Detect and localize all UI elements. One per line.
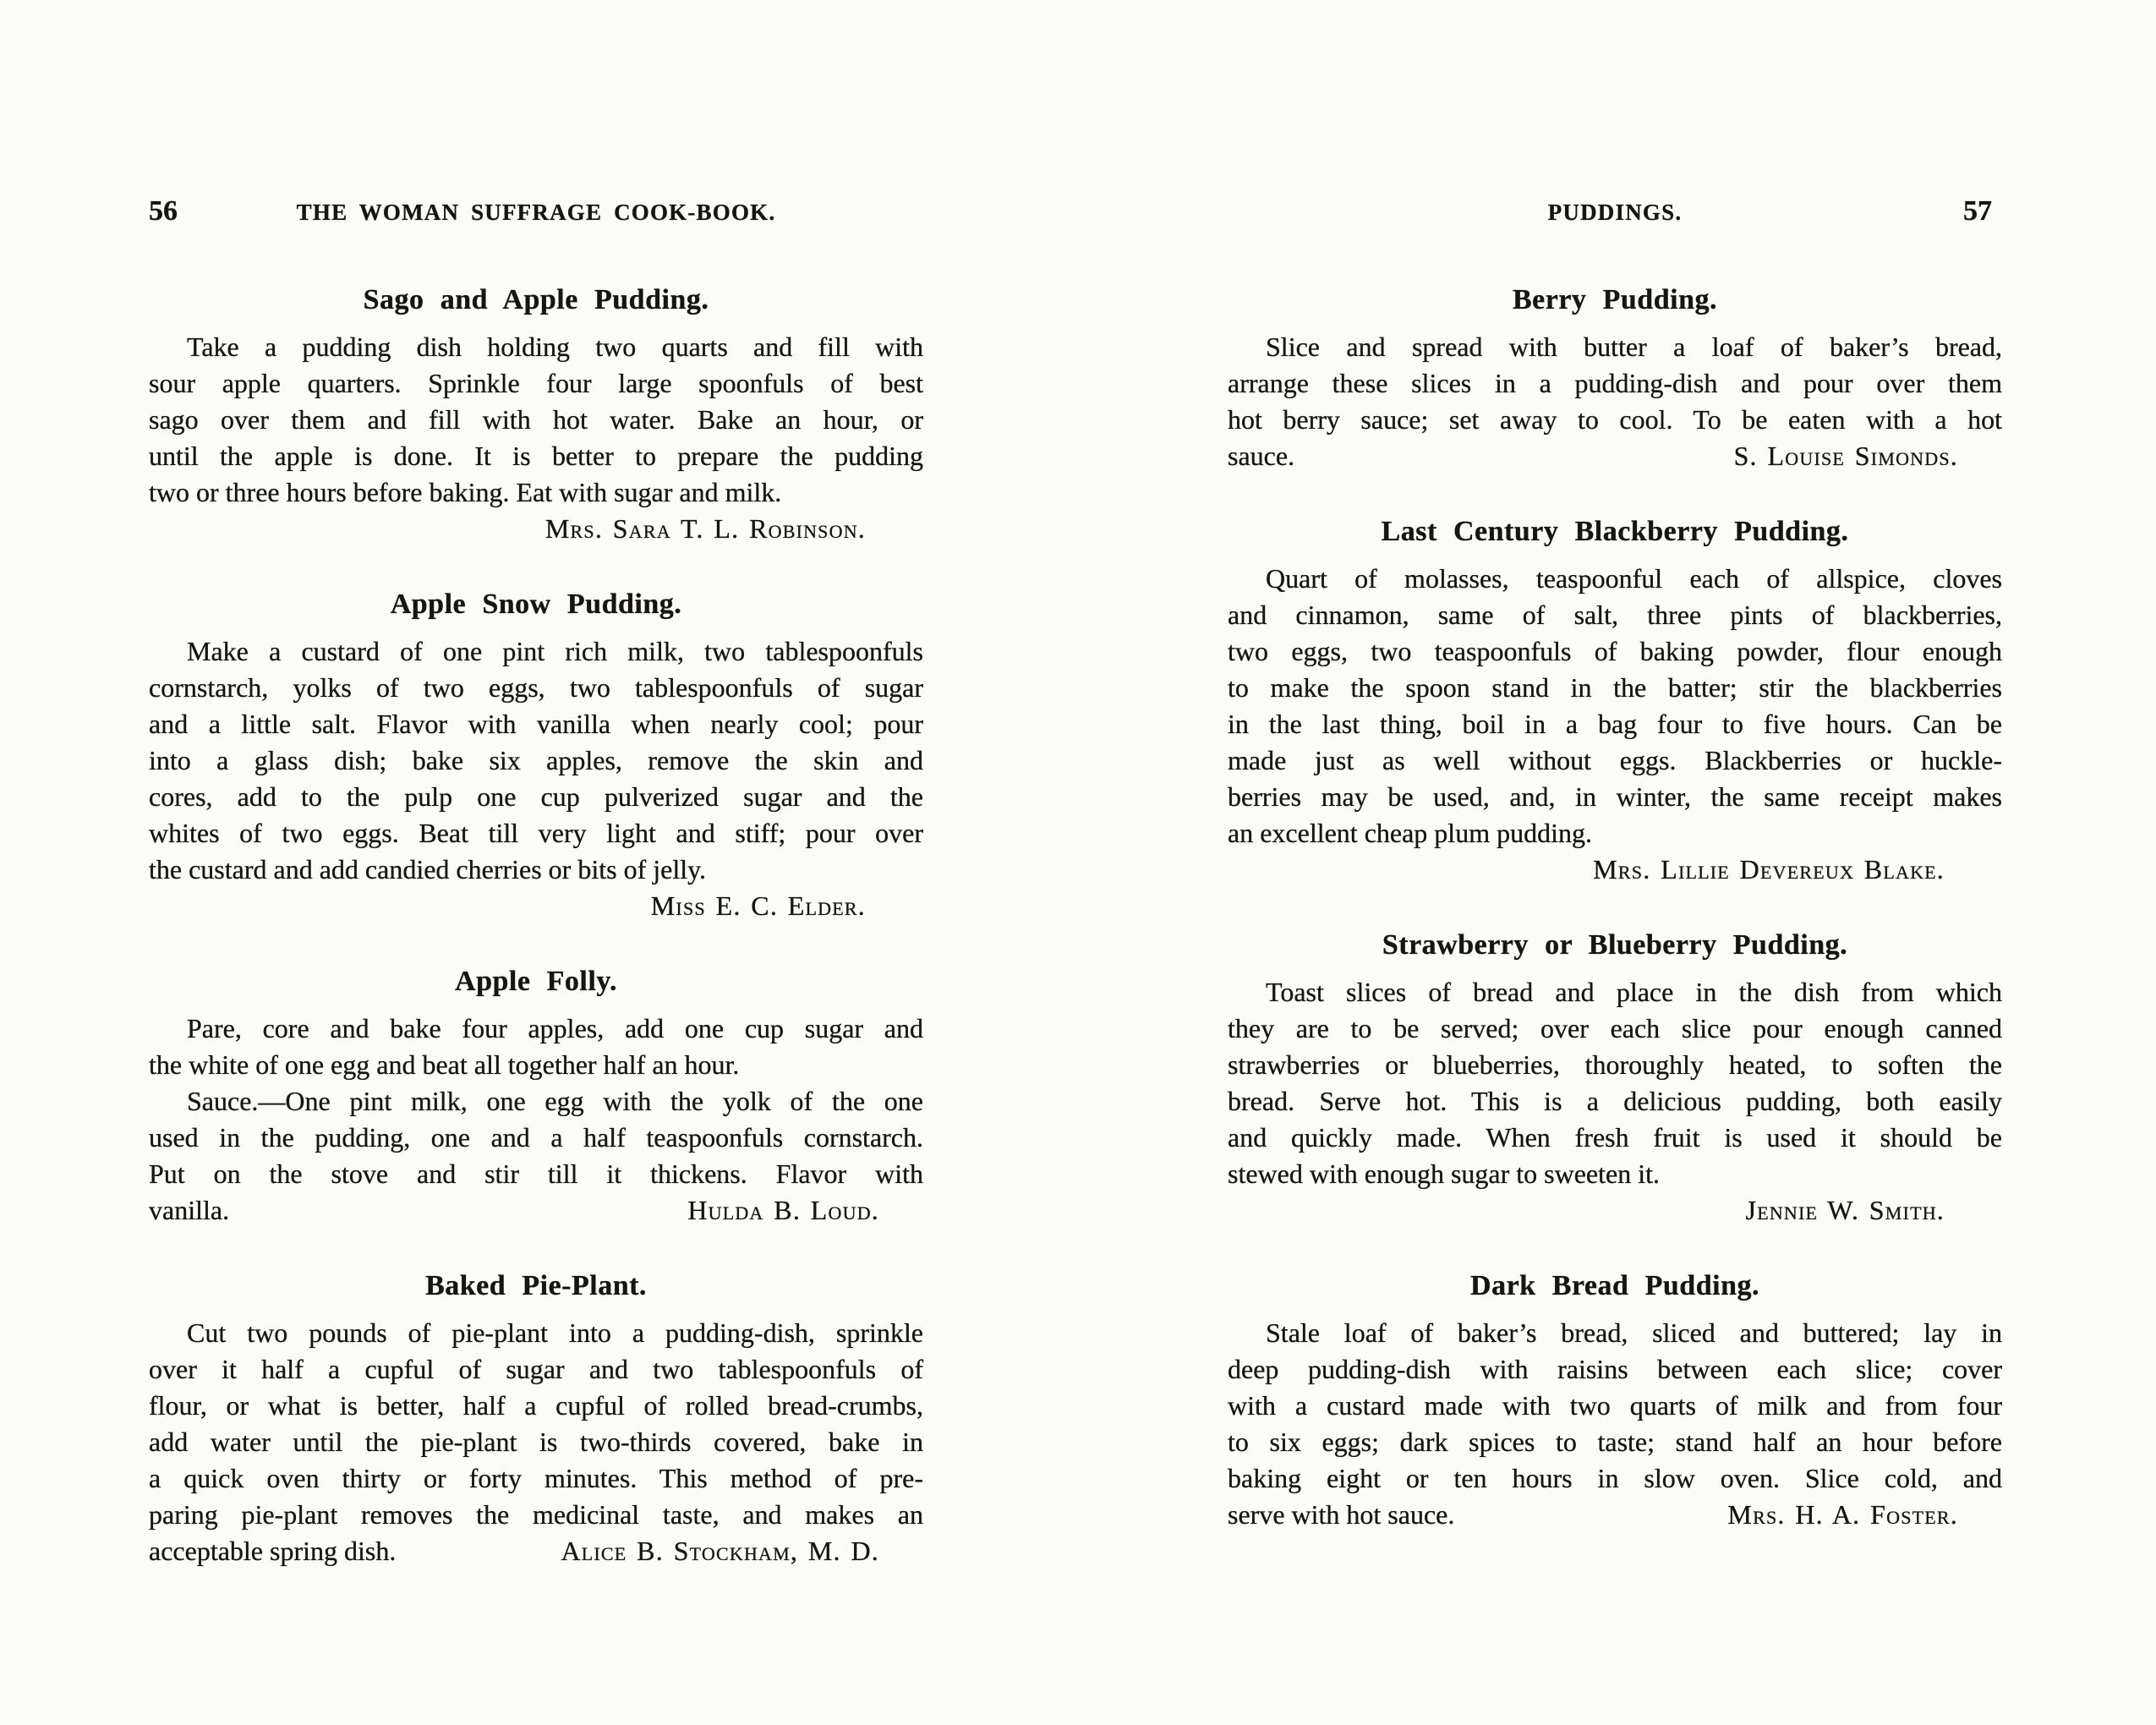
recipe-attribution: S. Louise Simonds. bbox=[1733, 441, 1958, 471]
recipe-text-line: paring pie-plant removes the medicinal taste, and makes an bbox=[149, 1499, 923, 1530]
recipe bbox=[1228, 927, 2002, 1229]
recipe-title: Sago and Apple Pudding. bbox=[363, 284, 709, 315]
recipe-attribution: Alice B. Stockham, M. D. bbox=[561, 1536, 879, 1566]
recipe-text-line: hot berry sauce; set away to cool. To be eaten with a hot bbox=[1228, 404, 2002, 435]
recipe-last-line-with-attribution bbox=[149, 1192, 923, 1229]
recipe-attribution: Jennie W. Smith. bbox=[1745, 1195, 1945, 1225]
page-number-left: 56 bbox=[149, 195, 178, 227]
recipe-text-line: acceptable spring dish. bbox=[149, 1536, 397, 1566]
recipe-text-line: to make the spoon stand in the batter; stir the blackberries bbox=[1228, 672, 2002, 703]
recipe-text-line: whites of two eggs. Beat till very light and stiff; pour over bbox=[149, 818, 923, 848]
recipe bbox=[149, 282, 923, 547]
recipe-text-line: a quick oven thirty or forty minutes. This method of pre- bbox=[149, 1463, 923, 1493]
recipe-text-line: the custard and add candied cherries or bits of jelly. bbox=[149, 854, 707, 884]
running-header-right bbox=[1228, 0, 2002, 231]
recipe bbox=[1228, 513, 2002, 888]
recipe bbox=[149, 586, 923, 924]
recipe-title: Strawberry or Blueberry Pudding. bbox=[1382, 929, 1848, 961]
recipe-list-right bbox=[1228, 282, 2002, 1533]
recipe-text-line: flour, or what is better, half a cupful of rolled bread-crumbs, bbox=[149, 1390, 923, 1421]
recipe-title: Baked Pie-Plant. bbox=[425, 1270, 647, 1301]
recipe-attribution: Mrs. Sara T. L. Robinson. bbox=[544, 513, 866, 544]
recipe-text-line: arrange these slices in a pudding-dish and pour over them bbox=[1228, 368, 2002, 398]
recipe-text-line: vanilla. bbox=[149, 1195, 230, 1225]
recipe-text-line: Quart of molasses, teaspoonful each of allspice, cloves bbox=[1266, 563, 2002, 594]
recipe-text-line: Put on the stove and stir till it thickens. Flavor with bbox=[149, 1158, 923, 1189]
recipe-text-line: baking eight or ten hours in slow oven. Slice cold, and bbox=[1228, 1463, 2002, 1493]
recipe-text-line: Toast slices of bread and place in the dish from which bbox=[1266, 977, 2002, 1007]
recipe-text-line: two or three hours before baking. Eat with sugar and milk. bbox=[149, 477, 782, 507]
recipe-text-line: until the apple is done. It is better to prepare the pudding bbox=[149, 441, 923, 471]
recipe bbox=[149, 1268, 923, 1569]
recipe-last-line-with-attribution bbox=[1228, 438, 2002, 474]
page-right bbox=[1228, 0, 2002, 1725]
running-header-left bbox=[149, 0, 923, 231]
recipe-text-line: with a custard made with two quarts of milk and from four bbox=[1228, 1390, 2002, 1421]
recipe-title: Berry Pudding. bbox=[1512, 284, 1717, 315]
recipe-text-line: Pare, core and bake four apples, add one cup sugar and bbox=[187, 1013, 923, 1043]
recipe-text-line: Take a pudding dish holding two quarts and fill with bbox=[187, 331, 923, 362]
recipe-text-line: Stale loaf of baker’s bread, sliced and buttered; lay in bbox=[1266, 1317, 2002, 1348]
recipe-text-line: sour apple quarters. Sprinkle four large spoonfuls of best bbox=[149, 368, 923, 398]
page-number-right: 57 bbox=[1963, 195, 1992, 227]
recipe bbox=[1228, 1268, 2002, 1533]
attribution-line bbox=[1228, 1192, 2002, 1229]
recipe-text-line: add water until the pie-plant is two-thirds covered, bake in bbox=[149, 1427, 923, 1457]
recipe-attribution: Mrs. Lillie Devereux Blake. bbox=[1593, 854, 1945, 884]
recipe-text-line: cores, add to the pulp one cup pulverized sugar and the bbox=[149, 781, 923, 812]
recipe-text-line: bread. Serve hot. This is a delicious pudding, both easily bbox=[1228, 1086, 2002, 1116]
recipe-text-line: in the last thing, boil in a bag four to five hours. Can be bbox=[1228, 709, 2002, 739]
recipe-text-line: Slice and spread with butter a loaf of baker’s bread, bbox=[1266, 331, 2002, 362]
recipe-text-line: and quickly made. When fresh fruit is used it should be bbox=[1228, 1122, 2002, 1153]
recipe-text-line: the white of one egg and beat all together half an hour. bbox=[149, 1049, 740, 1080]
recipe-text-line: made just as well without eggs. Blackberries or huckle- bbox=[1228, 745, 2002, 775]
recipe-text-line: they are to be served; over each slice pour enough canned bbox=[1228, 1013, 2002, 1043]
recipe bbox=[1228, 282, 2002, 474]
recipe-text-line: over it half a cupful of sugar and two tablespoonfuls of bbox=[149, 1354, 923, 1384]
recipe-text-line: stewed with enough sugar to sweeten it. bbox=[1228, 1158, 1660, 1189]
recipe-text-line: serve with hot sauce. bbox=[1228, 1499, 1455, 1530]
recipe-text-line: and cinnamon, same of salt, three pints of blackberries, bbox=[1228, 600, 2002, 630]
recipe-attribution: Miss E. C. Elder. bbox=[650, 890, 866, 921]
recipe-text-line: Make a custard of one pint rich milk, two tablespoonfuls bbox=[187, 636, 923, 666]
page-left bbox=[149, 0, 923, 1725]
recipe-text-line: cornstarch, yolks of two eggs, two tablespoonfuls of sugar bbox=[149, 672, 923, 703]
attribution-line bbox=[149, 888, 923, 924]
recipe-text-line: sauce. bbox=[1228, 441, 1295, 471]
running-title-right: PUDDINGS. bbox=[1547, 200, 1683, 225]
recipe-last-line-with-attribution bbox=[1228, 1497, 2002, 1533]
recipe-text-line: strawberries or blueberries, thoroughly heated, to soften the bbox=[1228, 1049, 2002, 1080]
recipe-text-line: sago over them and fill with hot water. Bake an hour, or bbox=[149, 404, 923, 435]
recipe-title: Apple Snow Pudding. bbox=[390, 589, 682, 620]
recipe-text-line: Cut two pounds of pie-plant into a pudding-dish, sprinkle bbox=[187, 1317, 923, 1348]
recipe-list-left bbox=[149, 282, 923, 1569]
recipe-title: Dark Bread Pudding. bbox=[1470, 1270, 1759, 1301]
recipe-attribution: Mrs. H. A. Foster. bbox=[1727, 1499, 1958, 1530]
recipe-last-line-with-attribution bbox=[149, 1533, 923, 1569]
recipe-text-line: berries may be used, and, in winter, the same receipt makes bbox=[1228, 781, 2002, 812]
running-title-left: THE WOMAN SUFFRAGE COOK-BOOK. bbox=[296, 200, 776, 225]
recipe-text-line: Sauce.—One pint milk, one egg with the yolk of the one bbox=[187, 1086, 923, 1116]
recipe-title: Apple Folly. bbox=[455, 966, 617, 997]
recipe bbox=[149, 963, 923, 1229]
recipe-text-line: two eggs, two teaspoonfuls of baking powder, flour enough bbox=[1228, 636, 2002, 666]
attribution-line bbox=[1228, 852, 2002, 888]
attribution-line bbox=[149, 511, 923, 547]
recipe-attribution: Hulda B. Loud. bbox=[687, 1195, 879, 1225]
recipe-text-line: used in the pudding, one and a half teaspoonfuls cornstarch. bbox=[149, 1122, 923, 1153]
recipe-text-line: deep pudding-dish with raisins between each slice; cover bbox=[1228, 1354, 2002, 1384]
recipe-text-line: an excellent cheap plum pudding. bbox=[1228, 818, 1592, 848]
recipe-text-line: to six eggs; dark spices to taste; stand half an hour before bbox=[1228, 1427, 2002, 1457]
recipe-title: Last Century Blackberry Pudding. bbox=[1381, 516, 1849, 547]
recipe-text-line: into a glass dish; bake six apples, remove the skin and bbox=[149, 745, 923, 775]
recipe-text-line: and a little salt. Flavor with vanilla when nearly cool; pour bbox=[149, 709, 923, 739]
